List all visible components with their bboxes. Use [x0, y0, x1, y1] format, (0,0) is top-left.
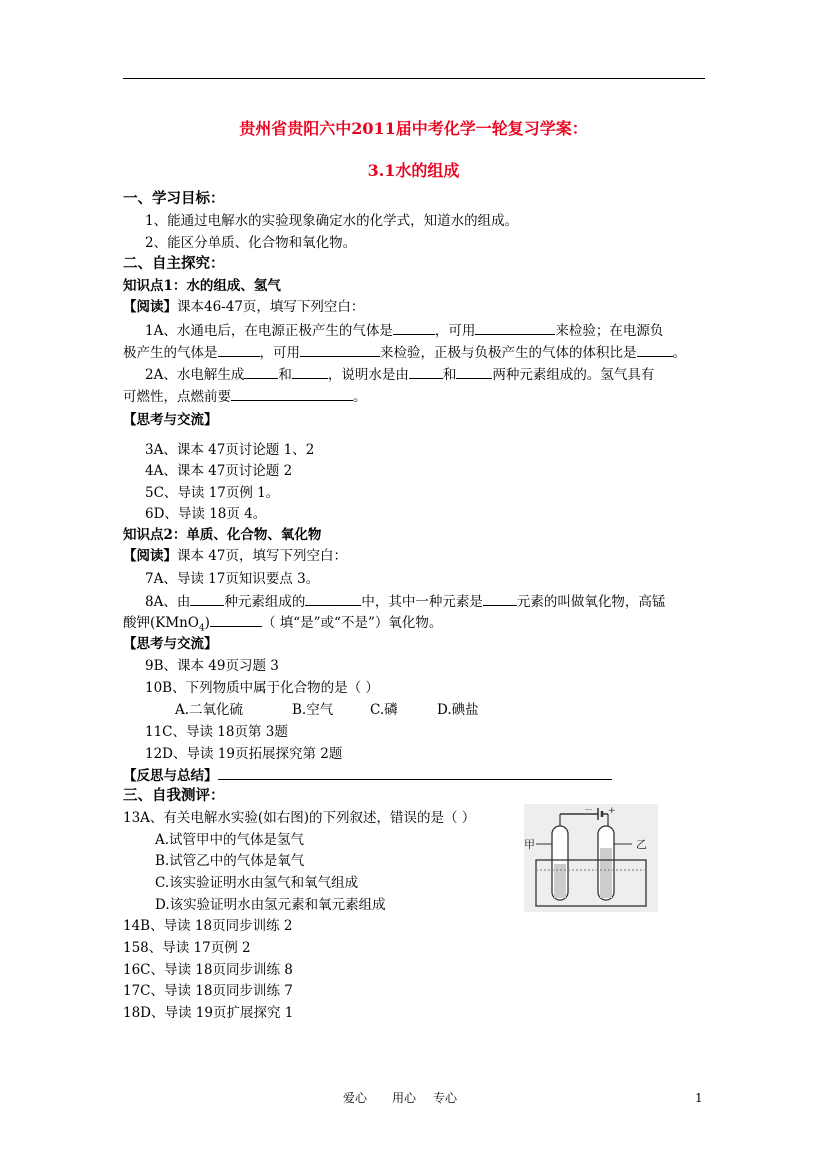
q10b-option-c: C.磷 — [370, 702, 398, 718]
list-item: 16C、导读 18页同步训练 8 — [123, 962, 293, 978]
q2a-blank-5[interactable] — [231, 387, 353, 401]
list-item: 3A、课本 47页讨论题 1、2 — [145, 442, 315, 458]
q13-option-b: B.试管乙中的气体是氧气 — [155, 853, 305, 869]
q1a-text: 1A、水通电后，在电源正极产生的气体是 — [145, 323, 393, 339]
reflect-blank[interactable] — [218, 766, 612, 780]
list-item: 6D、导读 18页 4。 — [145, 506, 267, 522]
plus-label: + — [608, 806, 616, 816]
section-1-heading: 一、学习目标： — [123, 190, 225, 207]
page-number: 1 — [695, 1091, 703, 1105]
kp2-read — [123, 547, 347, 565]
read-tag: 【阅读】 — [123, 548, 177, 564]
q7a: 7A、导读 17页知识要点 3。 — [145, 571, 320, 587]
q1a-blank-4[interactable] — [300, 343, 380, 357]
q8a-blank-1[interactable] — [190, 592, 224, 606]
list-item: 14B、导读 18页同步训练 2 — [123, 918, 293, 934]
objective-1: 1、能通过电解水的实验现象确定水的化学式，知道水的组成。 — [145, 213, 519, 229]
footer-text-1: 爱心 — [343, 1091, 368, 1105]
q2a-text: ，说明水是由 — [327, 367, 409, 383]
q8a-blank-3[interactable] — [483, 592, 517, 606]
read-tag: 【阅读】 — [123, 299, 177, 315]
q8a-text: 种元素组成的 — [224, 594, 306, 610]
list-item: 17C、导读 18页同步训练 7 — [123, 983, 293, 999]
q1a-text: ，可用 — [259, 345, 300, 361]
q8a-blank-2[interactable] — [305, 592, 361, 606]
q10b-option-b: B.空气 — [292, 702, 334, 718]
q1a-text: 来检验，正极与负极产生的气体的体积比是 — [380, 345, 637, 361]
subscript: 4 — [198, 623, 205, 634]
q1a-line2 — [123, 343, 686, 362]
q13-option-a: A.试管甲中的气体是氢气 — [155, 832, 305, 848]
list-item: 5C、导读 17页例 1。 — [145, 485, 280, 501]
reflect-tag: 【反思与总结】 — [123, 768, 218, 784]
read-text: 课本46-47页，填写下列空白： — [177, 299, 365, 315]
q8a-line2 — [123, 613, 442, 638]
q8a-text: 8A、由 — [145, 594, 191, 610]
tube-yi-label: 乙 — [636, 838, 647, 851]
reflect-line — [123, 766, 612, 785]
q1a-blank-3[interactable] — [218, 343, 260, 357]
q11c: 11C、导读 18页第 3题 — [145, 724, 288, 740]
q2a-text: 两种元素组成的。氢气具有 — [492, 367, 655, 383]
header-rule — [123, 78, 705, 79]
q1a-text: 极产生的气体是 — [123, 345, 218, 361]
q2a-text: 。 — [353, 389, 367, 405]
kp1-title: 知识点1：水的组成、氢气 — [123, 278, 281, 294]
objective-2: 2、能区分单质、化合物和氧化物。 — [145, 235, 357, 251]
q2a-line1 — [145, 365, 654, 384]
electrolysis-figure — [524, 804, 658, 912]
q1a-text: 。 — [672, 345, 686, 361]
kp2-title: 知识点2：单质、化合物、氧化物 — [123, 527, 322, 543]
q8a-blank-4[interactable] — [210, 613, 262, 627]
q1a-text: ，可用 — [434, 323, 476, 339]
q2a-line2 — [123, 387, 367, 406]
q8a-text: 酸钾(KMnO — [123, 615, 199, 631]
q1a-line1 — [145, 321, 663, 340]
q2a-text: 和 — [442, 367, 457, 383]
kp2-discuss: 【思考与交流】 — [123, 636, 218, 652]
q13a: 13A、有关电解水实验(如右图)的下列叙述，错误的是（ ） — [123, 810, 476, 826]
q10b-option-d: D.碘盐 — [437, 702, 479, 718]
q1a-blank-1[interactable] — [393, 321, 435, 335]
q2a-text: 和 — [278, 367, 292, 383]
read-text: 课本 47页，填写下列空白： — [177, 548, 347, 564]
q1a-blank-2[interactable] — [475, 321, 555, 335]
list-item: 4A、课本 47页讨论题 2 — [145, 463, 293, 479]
footer-text-3: 专心 — [433, 1091, 458, 1105]
q8a-line1 — [145, 592, 665, 611]
q2a-blank-2[interactable] — [292, 365, 328, 379]
q8a-text: 中，其中一种元素是 — [361, 594, 483, 610]
list-item: 158、导读 17页例 2 — [123, 940, 251, 956]
q2a-blank-4[interactable] — [456, 365, 492, 379]
q2a-text: 2A、水电解生成 — [145, 367, 245, 383]
q9b: 9B、课本 49页习题 3 — [145, 658, 279, 674]
kp1-discuss: 【思考与交流】 — [123, 412, 218, 428]
footer-text-2: 用心 — [392, 1091, 417, 1105]
doc-subtitle: 3.1水的组成 — [367, 161, 460, 180]
q12d: 12D、导读 19页拓展探究第 2题 — [145, 746, 343, 762]
q2a-blank-1[interactable] — [244, 365, 278, 379]
list-item: 18D、导读 19页扩展探究 1 — [123, 1005, 294, 1021]
section-2-heading: 二、自主探究： — [123, 255, 225, 272]
kp1-read — [123, 298, 364, 316]
doc-title: 贵州省贵阳六中2011届中考化学一轮复习学案： — [239, 119, 588, 138]
q8a-text: ) — [204, 615, 210, 631]
q13-option-d: D.该实验证明水由氢元素和氧元素组成 — [155, 897, 386, 913]
q1a-text: 来检验；在电源负 — [555, 323, 664, 339]
section-3-heading: 三、自我测评： — [123, 787, 225, 804]
q13-option-c: C.该实验证明水由氢气和氧气组成 — [155, 875, 359, 891]
electrolysis-diagram — [524, 804, 658, 912]
q2a-blank-3[interactable] — [409, 365, 443, 379]
q8a-text: 元素的叫做氧化物，高锰 — [516, 594, 666, 610]
q1a-blank-5[interactable] — [637, 343, 673, 357]
minus-label: － — [584, 806, 594, 816]
tube-jia-label: 甲 — [524, 838, 535, 851]
q10b: 10B、下列物质中属于化合物的是（ ） — [145, 680, 379, 696]
q10b-option-a: A.二氧化硫 — [175, 702, 244, 718]
q8a-text: （ 填“是”或“不是”）氧化物。 — [261, 615, 443, 631]
q2a-text: 可燃性，点燃前要 — [123, 389, 231, 405]
